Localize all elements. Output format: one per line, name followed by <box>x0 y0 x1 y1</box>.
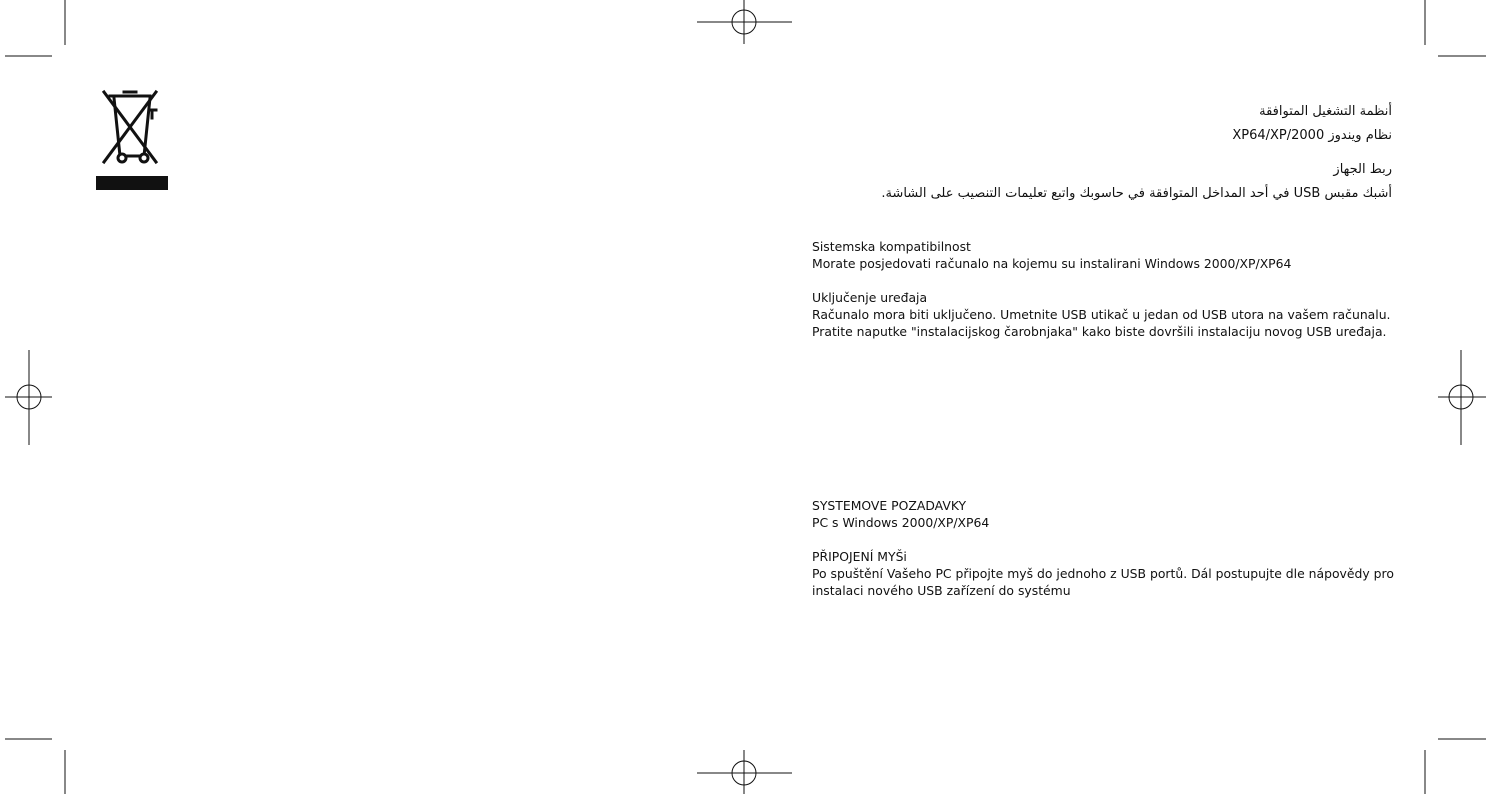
arabic-section <box>808 100 1392 206</box>
registration-mark-icon <box>697 750 792 794</box>
czech-connect-text-line-2: instalaci nového USB zařízení do systému <box>812 583 1071 598</box>
croatian-compat-title: Sistemska kompatibilnost <box>812 239 971 254</box>
croatian-gap <box>812 272 1402 289</box>
croatian-compat-text: Morate posjedovati računalo na kojemu su instalirani Windows 2000/XP/XP64 <box>812 256 1292 271</box>
czech-gap <box>812 531 1402 548</box>
registration-mark-icon <box>5 350 52 445</box>
arabic-connect-text: أشبك مقبس USB في أحد المداخل المتوافقة في حاسوبك واتبع تعليمات التنصيب على الشاشة. <box>881 186 1392 201</box>
croatian-connect-text-line-1: Računalo mora biti uključeno. Umetnite USB utikač u jedan od USB utora na vašem računalu. <box>812 307 1391 322</box>
czech-requirements-title: SYSTEMOVE POZADAVKY <box>812 498 967 513</box>
arabic-gap <box>808 148 1392 158</box>
registration-mark-icon <box>697 0 792 44</box>
czech-connect-title: PŘIPOJENÍ MYŠi <box>812 549 907 564</box>
arabic-compat-title: أنظمة التشغيل المتوافقة <box>1259 104 1392 119</box>
croatian-section <box>812 238 1402 340</box>
czech-connect-text-line-1: Po spuštění Vašeho PC připojte myš do jednoho z USB portů. Dál postupujte dle nápovědy pro <box>812 566 1394 581</box>
croatian-connect-title: Uključenje uređaja <box>812 290 928 305</box>
croatian-connect-text-line-2: Pratite naputke "instalacijskog čarobnjaka" kako biste dovršili instalaciju novog USB uređaja. <box>812 324 1387 339</box>
crossed-out-wheelie-bin-icon <box>96 88 168 192</box>
czech-requirements-text: PC s Windows 2000/XP/XP64 <box>812 515 990 530</box>
arabic-compat-text: نظام ويندوز XP64/XP/2000 <box>1232 128 1392 143</box>
czech-section <box>812 497 1402 599</box>
registration-mark-icon <box>1438 350 1486 445</box>
arabic-connect-title: ربط الجهاز <box>1333 162 1392 177</box>
